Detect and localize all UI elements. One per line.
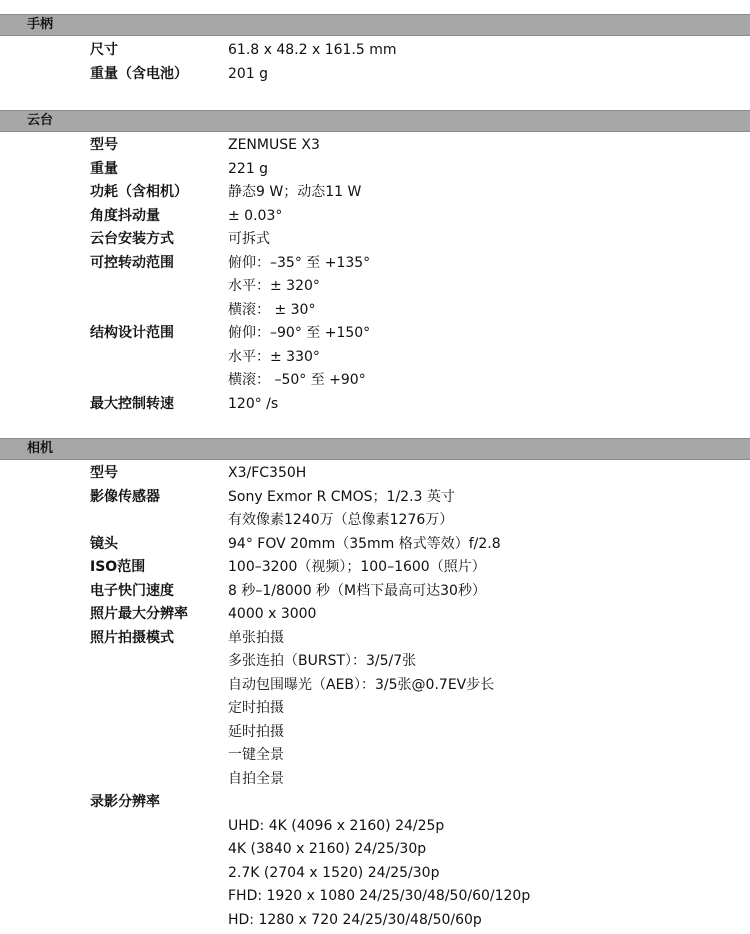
spec-label — [0, 815, 228, 839]
spec-row — [0, 486, 750, 510]
spec-value: 自拍全景 — [228, 770, 284, 787]
spec-row — [0, 228, 750, 252]
spec-label: 尺寸 — [90, 42, 118, 58]
spec-label: 型号 — [90, 137, 118, 153]
spec-label — [0, 885, 228, 909]
spec-section — [0, 14, 750, 86]
spec-row — [0, 791, 750, 815]
spec-value: Sony Exmor R CMOS；1/2.3 英寸 — [228, 488, 455, 505]
spec-row — [0, 462, 750, 486]
spec-value: 一键全景 — [228, 747, 284, 763]
spec-value: 可拆式 — [228, 231, 270, 247]
spec-row — [0, 721, 750, 745]
spec-label — [0, 862, 228, 886]
spec-row — [0, 63, 750, 87]
spec-label — [0, 650, 228, 674]
spec-value: 多张连拍（BURST）：3/5/7张 — [228, 653, 417, 669]
spec-value: HD: 1280 x 720 24/25/30/48/50/60p — [228, 911, 482, 928]
spec-label: 功耗（含相机） — [90, 184, 188, 200]
spec-label — [0, 299, 228, 323]
spec-label — [0, 369, 228, 393]
spec-row — [0, 39, 750, 63]
spec-label — [0, 509, 228, 533]
spec-rows — [0, 39, 750, 86]
spec-label: 可控转动范围 — [90, 254, 174, 271]
spec-row — [0, 252, 750, 276]
spec-label — [0, 697, 228, 721]
spec-row — [0, 862, 750, 886]
spec-row — [0, 533, 750, 557]
spec-value: ± 0.03° — [228, 207, 283, 224]
spec-row — [0, 815, 750, 839]
spec-label: 电子快门速度 — [90, 582, 174, 599]
spec-row — [0, 909, 750, 933]
spec-row — [0, 838, 750, 862]
spec-label: 录影分辨率 — [90, 794, 160, 810]
spec-row — [0, 322, 750, 346]
spec-row — [0, 674, 750, 698]
spec-value: 2.7K (2704 x 1520) 24/25/30p — [228, 864, 440, 881]
spec-value: 静态9 W；动态11 W — [228, 184, 362, 200]
spec-row — [0, 393, 750, 417]
spec-label — [0, 275, 228, 299]
spec-value: 201 g — [228, 65, 269, 82]
spec-row — [0, 181, 750, 205]
spec-label: 照片最大分辨率 — [90, 606, 188, 622]
spec-label: 照片拍摄模式 — [90, 629, 174, 646]
spec-label: ISO范围 — [90, 559, 146, 575]
spec-row — [0, 369, 750, 393]
spec-label: 云台安装方式 — [90, 231, 174, 247]
spec-label: 重量 — [90, 160, 118, 177]
spec-label — [0, 909, 228, 933]
spec-row — [0, 134, 750, 158]
spec-label — [0, 674, 228, 698]
spec-label: 镜头 — [90, 535, 118, 552]
spec-value: 4000 x 3000 — [228, 606, 317, 622]
spec-value: 横滚： –50° 至 +90° — [228, 372, 366, 388]
spec-row — [0, 603, 750, 627]
spec-value: 61.8 x 48.2 x 161.5 mm — [228, 42, 397, 58]
spec-label: 角度抖动量 — [90, 207, 160, 224]
spec-label: 重量（含电池） — [90, 65, 188, 82]
spec-row — [0, 744, 750, 768]
spec-value: 俯仰：–90° 至 +150° — [228, 325, 371, 341]
spec-row — [0, 275, 750, 299]
spec-rows — [0, 134, 750, 416]
spec-row — [0, 697, 750, 721]
spec-value: 8 秒–1/8000 秒（M档下最高可达30秒） — [228, 582, 486, 599]
spec-section — [0, 438, 750, 932]
spec-rows — [0, 462, 750, 932]
spec-row — [0, 556, 750, 580]
spec-label — [0, 744, 228, 768]
spec-value: 水平：± 320° — [228, 278, 320, 294]
spec-value: 94° FOV 20mm（35mm 格式等效）f/2.8 — [228, 535, 501, 552]
spec-value: 水平：± 330° — [228, 348, 320, 365]
spec-value: FHD: 1920 x 1080 24/25/30/48/50/60/120p — [228, 888, 531, 904]
spec-value: 有效像素1240万（总像素1276万） — [228, 512, 454, 528]
section-header: 手柄 — [0, 14, 750, 36]
spec-row — [0, 885, 750, 909]
spec-value: 横滚： ± 30° — [228, 301, 316, 318]
spec-row — [0, 580, 750, 604]
spec-label: 影像传感器 — [90, 488, 160, 505]
spec-value: 延时拍摄 — [228, 723, 284, 740]
spec-value: 120° /s — [228, 395, 279, 412]
spec-row — [0, 509, 750, 533]
section-header: 相机 — [0, 438, 750, 460]
spec-value — [228, 791, 750, 815]
spec-label: 结构设计范围 — [90, 325, 174, 341]
spec-row — [0, 158, 750, 182]
spec-value: UHD: 4K (4096 x 2160) 24/25p — [228, 817, 445, 834]
spec-value: 俯仰：–35° 至 +135° — [228, 254, 371, 271]
spec-row — [0, 346, 750, 370]
spec-row — [0, 627, 750, 651]
spec-value: ZENMUSE X3 — [228, 137, 320, 153]
spec-label — [0, 346, 228, 370]
spec-value: 自动包围曝光（AEB）：3/5张@0.7EV步长 — [228, 676, 495, 693]
section-header: 云台 — [0, 110, 750, 132]
spec-row — [0, 205, 750, 229]
spec-value: 100–3200（视频）；100–1600（照片） — [228, 559, 486, 575]
spec-row — [0, 650, 750, 674]
spec-row — [0, 768, 750, 792]
spec-value: 单张拍摄 — [228, 629, 284, 646]
spec-label — [0, 768, 228, 792]
spec-label — [0, 721, 228, 745]
spec-row — [0, 299, 750, 323]
spec-value: 221 g — [228, 160, 269, 177]
spec-value: 定时拍摄 — [228, 700, 284, 716]
spec-section — [0, 110, 750, 416]
spec-label: 型号 — [90, 465, 118, 481]
spec-value: X3/FC350H — [228, 465, 307, 481]
spec-value: 4K (3840 x 2160) 24/25/30p — [228, 841, 427, 857]
spec-label — [0, 838, 228, 862]
spec-label: 最大控制转速 — [90, 395, 174, 412]
